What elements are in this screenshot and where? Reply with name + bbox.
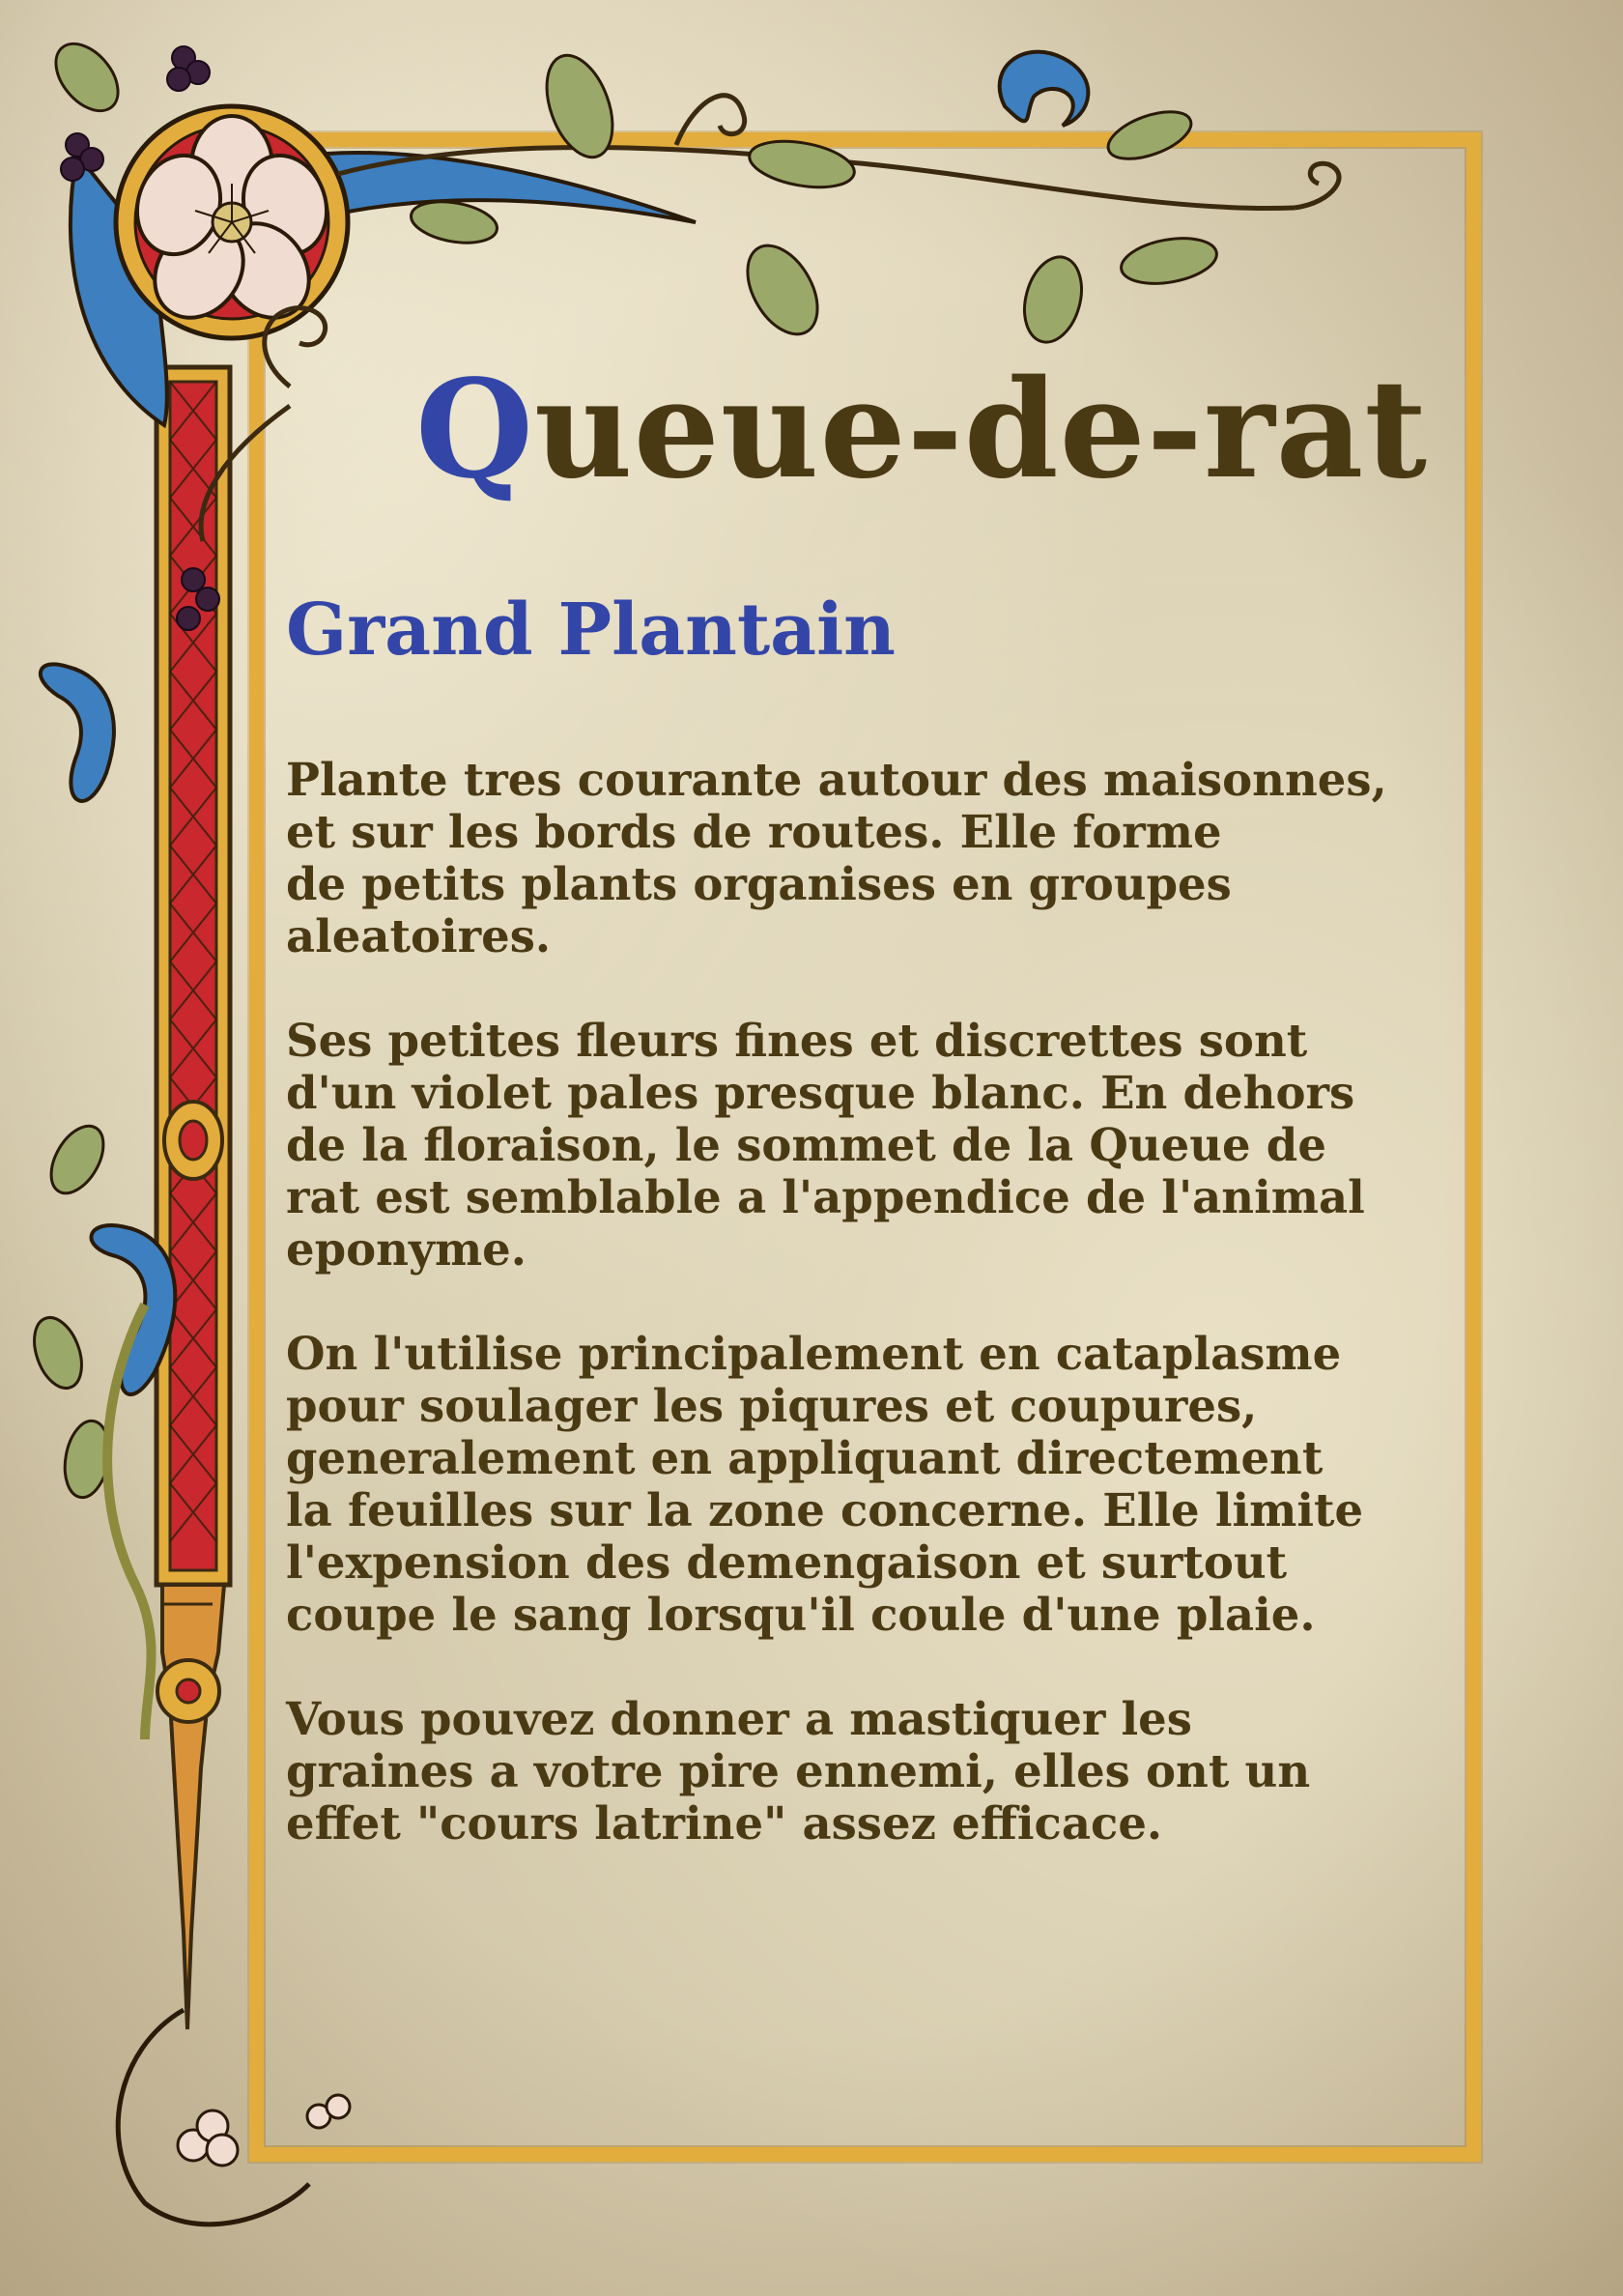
text-line: la feuilles sur la zone concerne. Elle limite <box>286 1483 1364 1536</box>
paragraph <box>286 754 1465 962</box>
page-subtitle: Grand Plantain <box>286 588 896 672</box>
small-flower-icon <box>178 2095 350 2166</box>
text-line: pour soulager les piqures et coupures, <box>286 1379 1258 1432</box>
text-line: d'un violet pales presque blanc. En dehors <box>286 1066 1355 1119</box>
paragraph <box>286 1328 1465 1641</box>
text-line: de la floraison, le sommet de la Queue de <box>286 1118 1326 1171</box>
text-line: aleatoires. <box>286 909 552 962</box>
text-line: de petits plants organises en groupes <box>286 857 1232 910</box>
text-line: coupe le sang lorsqu'il coule d'une plaie. <box>286 1588 1316 1641</box>
title-rest: ueue-de-rat <box>533 351 1428 509</box>
paragraph <box>286 1693 1465 1850</box>
text-line: effet "cours latrine" assez efficace. <box>286 1796 1163 1850</box>
text-line: rat est semblable a l'appendice de l'animal <box>286 1170 1365 1223</box>
text-line: eponyme. <box>286 1222 527 1276</box>
text-line: l'expension des demengaison et surtout <box>286 1535 1288 1589</box>
title-initial: Q <box>415 351 534 509</box>
text-line: generalement en appliquant directement <box>286 1431 1324 1484</box>
text-line: On l'utilise principalement en cataplasme <box>286 1327 1342 1380</box>
body-text <box>286 754 1465 1902</box>
text-line: graines a votre pire ennemi, elles ont un <box>286 1744 1311 1797</box>
page-title <box>415 351 1428 509</box>
text-line: et sur les bords de routes. Elle forme <box>286 805 1222 858</box>
text-line: Plante tres courante autour des maisonnes, <box>286 753 1387 806</box>
paragraph <box>286 1015 1465 1276</box>
text-line: Ses petites fleurs fines et discrettes sont <box>286 1014 1308 1067</box>
text-line: Vous pouvez donner a mastiquer les <box>286 1692 1192 1745</box>
